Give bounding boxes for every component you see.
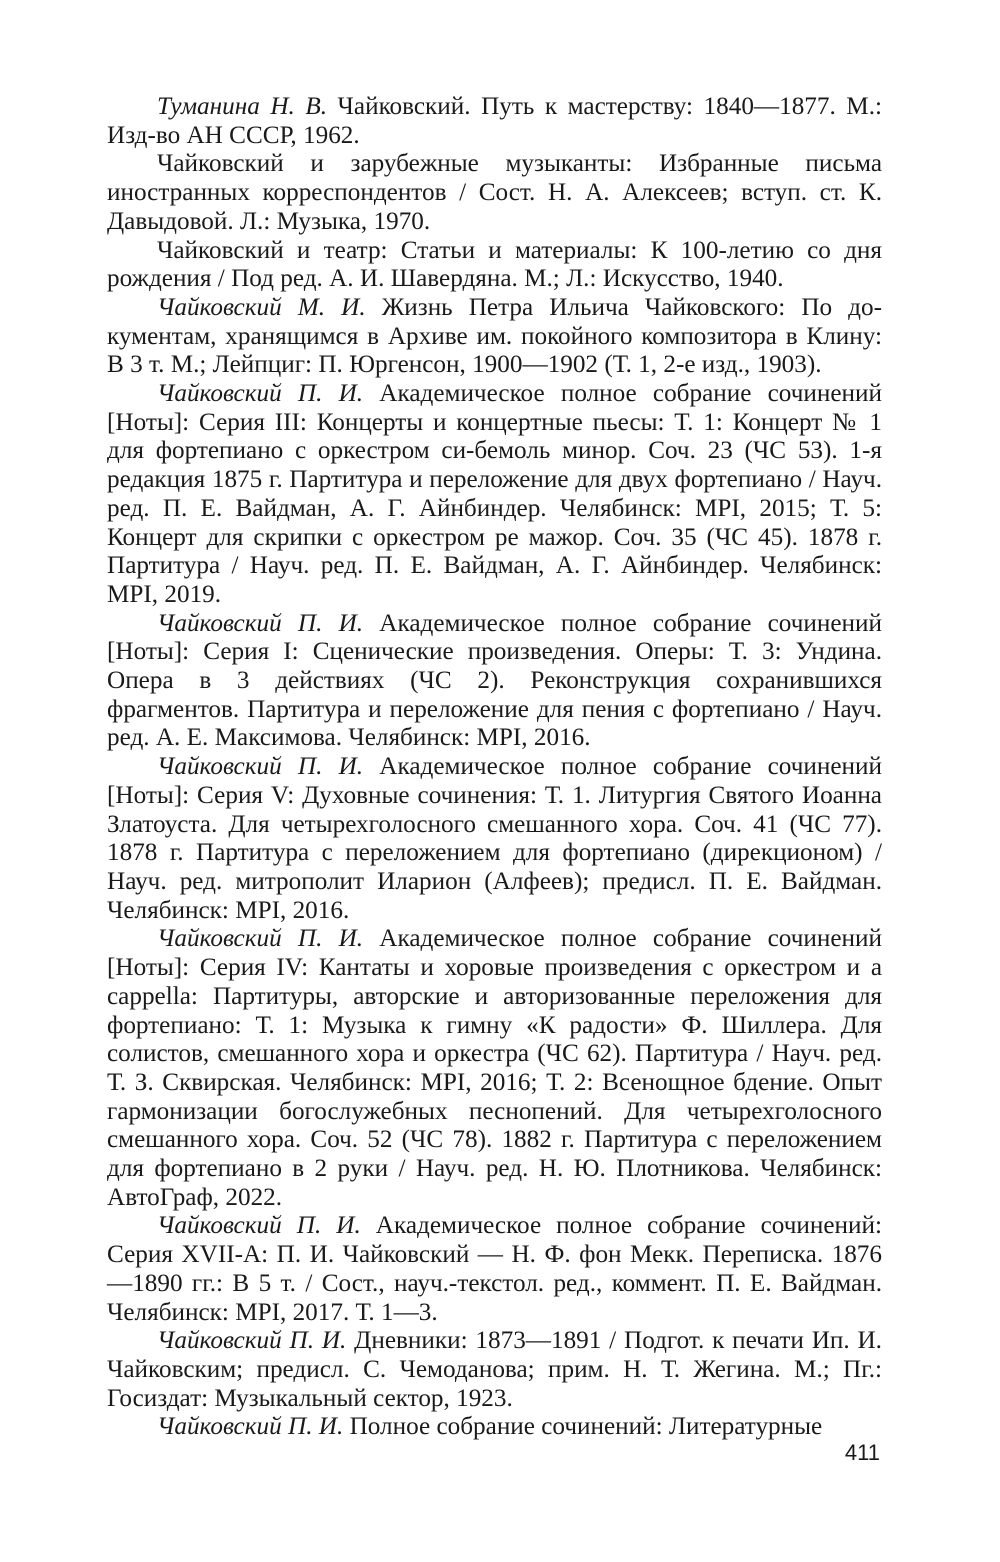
entry-author: Чайковский П. И.: [157, 380, 364, 408]
entry-text: Дневники: 1873—1891 / Подгот. к печати Ип. И. Чайковским; предисл. С. Чемоданова; прим. Н. Т. Жегина. М.; Пг.: Госиздат: Музыкальный сектор, 1923.: [107, 1327, 882, 1412]
entry-author: Чайковский П. И.: [157, 1212, 361, 1240]
bibliography-entry-1: [107, 93, 882, 150]
entry-text: Чайковский и зарубежные музыканты: Избранные письма иностранных корреспондентов / Сост. Н. А. Алексеев; вступ. ст. К. Давыдовой. Л.: Музыка, 1970.: [107, 150, 882, 235]
entry-text: Полное собрание сочинений: Литературные: [343, 1413, 823, 1441]
entry-author: Чайковский П. И.: [157, 925, 364, 953]
bibliography-entry-9: [107, 1212, 882, 1327]
bibliography-entry-5: [107, 380, 882, 610]
entry-author: Чайковский П. И.: [157, 609, 364, 637]
bibliography-entry-11: [107, 1413, 882, 1442]
page-number: 411: [844, 1440, 880, 1465]
entry-text: Академическое полное собрание сочинений [Ноты]: Серия IV: Кантаты и хоровые произведения с оркестром и a cappella: Партитуры, авторские и авторизованные переложения для фортепиано: Т. 1: Музыка к гимну «К радости» Ф. Шиллера. Для солистов, смешанного хора и оркестра (ЧС 62). Партитура / Науч. ред. Т. З. Сквирская. Челябинск: MPI, 2016; Т. 2: Всенощное бдение. Опыт гармонизации богослужебных песнопений. Для четырехголосного смешанного хора. Соч. 52 (ЧС 78). 1882 г. Партитура с переложением для фортепиано в 2 руки / Науч. ред. Н. Ю. Плотникова. Челябинск: АвтоГраф, 2022.: [107, 925, 882, 1211]
entry-text: Чайковский. Путь к мастерству: 1840—1877. М.: Изд-во АН СССР, 1962.: [107, 93, 882, 149]
entry-text: Жизнь Петра Ильича Чайковского: По документам, хранящимся в Архиве им. покойного композитора в Клину: В 3 т. М.; Лейпциг: П. Юргенсон, 1900—1902 (Т. 1, 2-е изд., 1903).: [107, 293, 882, 379]
bibliography-entry-6: [107, 610, 882, 754]
bibliography-entry-3: [107, 237, 882, 294]
entry-text: Академическое полное собрание сочинений: Серия XVII-А: П. И. Чайковский — Н. Ф. фон Мекк. Переписка. 1876—1890 гг.: В 5 т. / Сост., науч.-текстол. ред., коммент. П. Е. Вайдман. Челябинск: MPI, 2017. Т. 1—3.: [107, 1212, 882, 1326]
bibliography-entry-7: [107, 753, 882, 925]
bibliography-list: [107, 93, 882, 1442]
bibliography-entry-4: [107, 294, 882, 380]
entry-author: Чайковский П. И.: [157, 1327, 347, 1355]
entry-text: Чайковский и театр: Статьи и материалы: К 100-летию со дня рождения / Под ред. А. И. Шавердяна. М.; Л.: Искусство, 1940.: [107, 236, 882, 293]
bibliography-entry-8: [107, 925, 882, 1212]
entry-author: Туманина Н. В.: [157, 93, 328, 120]
entry-author: Чайковский М. И.: [157, 293, 366, 321]
entry-text: Академическое полное собрание сочинений [Ноты]: Серия I: Сценические произведения. Оперы: Т. 3: Ундина. Опера в 3 действиях (ЧС 2). Реконструкция сохранившихся фрагментов. Партитура и переложение для пения с фортепиано / Науч. ред. А. Е. Максимова. Челябинск: MPI, 2016.: [107, 609, 882, 752]
entry-text: Академическое полное собрание сочинений [Ноты]: Серия V: Духовные сочинения: Т. 1. Литургия Святого Иоанна Златоуста. Для четырехголосного смешанного хора. Соч. 41 (ЧС 77). 1878 г. Партитура с переложением для фортепиано (дирекционом) / Науч. ред. митрополит Иларион (Алфеев); предисл. П. Е. Вайдман. Челябинск: MPI, 2016.: [107, 753, 882, 924]
entry-author: Чайковский П. И.: [157, 753, 364, 781]
bibliography-entry-10: [107, 1327, 882, 1413]
bibliography-entry-2: [107, 150, 882, 236]
entry-text: Академическое полное собрание сочинений [Ноты]: Серия III: Концерты и концертные пьесы: Т. 1: Концерт № 1 для фортепиано с оркестром си-бемоль минор. Соч. 23 (ЧС 53). 1-я редакция 1875 г. Партитура и переложение для двух фортепиано / Науч. ред. П. Е. Вайдман, А. Г. Айнбиндер. Челябинск: MPI, 2015; Т. 5: Концерт для скрипки с оркестром ре мажор. Соч. 35 (ЧС 45). 1878 г. Партитура / Науч. ред. П. Е. Вайдман, А. Г. Айнбиндер. Челябинск: MPI, 2019.: [107, 380, 882, 608]
entry-author: Чайковский П. И.: [157, 1413, 344, 1441]
